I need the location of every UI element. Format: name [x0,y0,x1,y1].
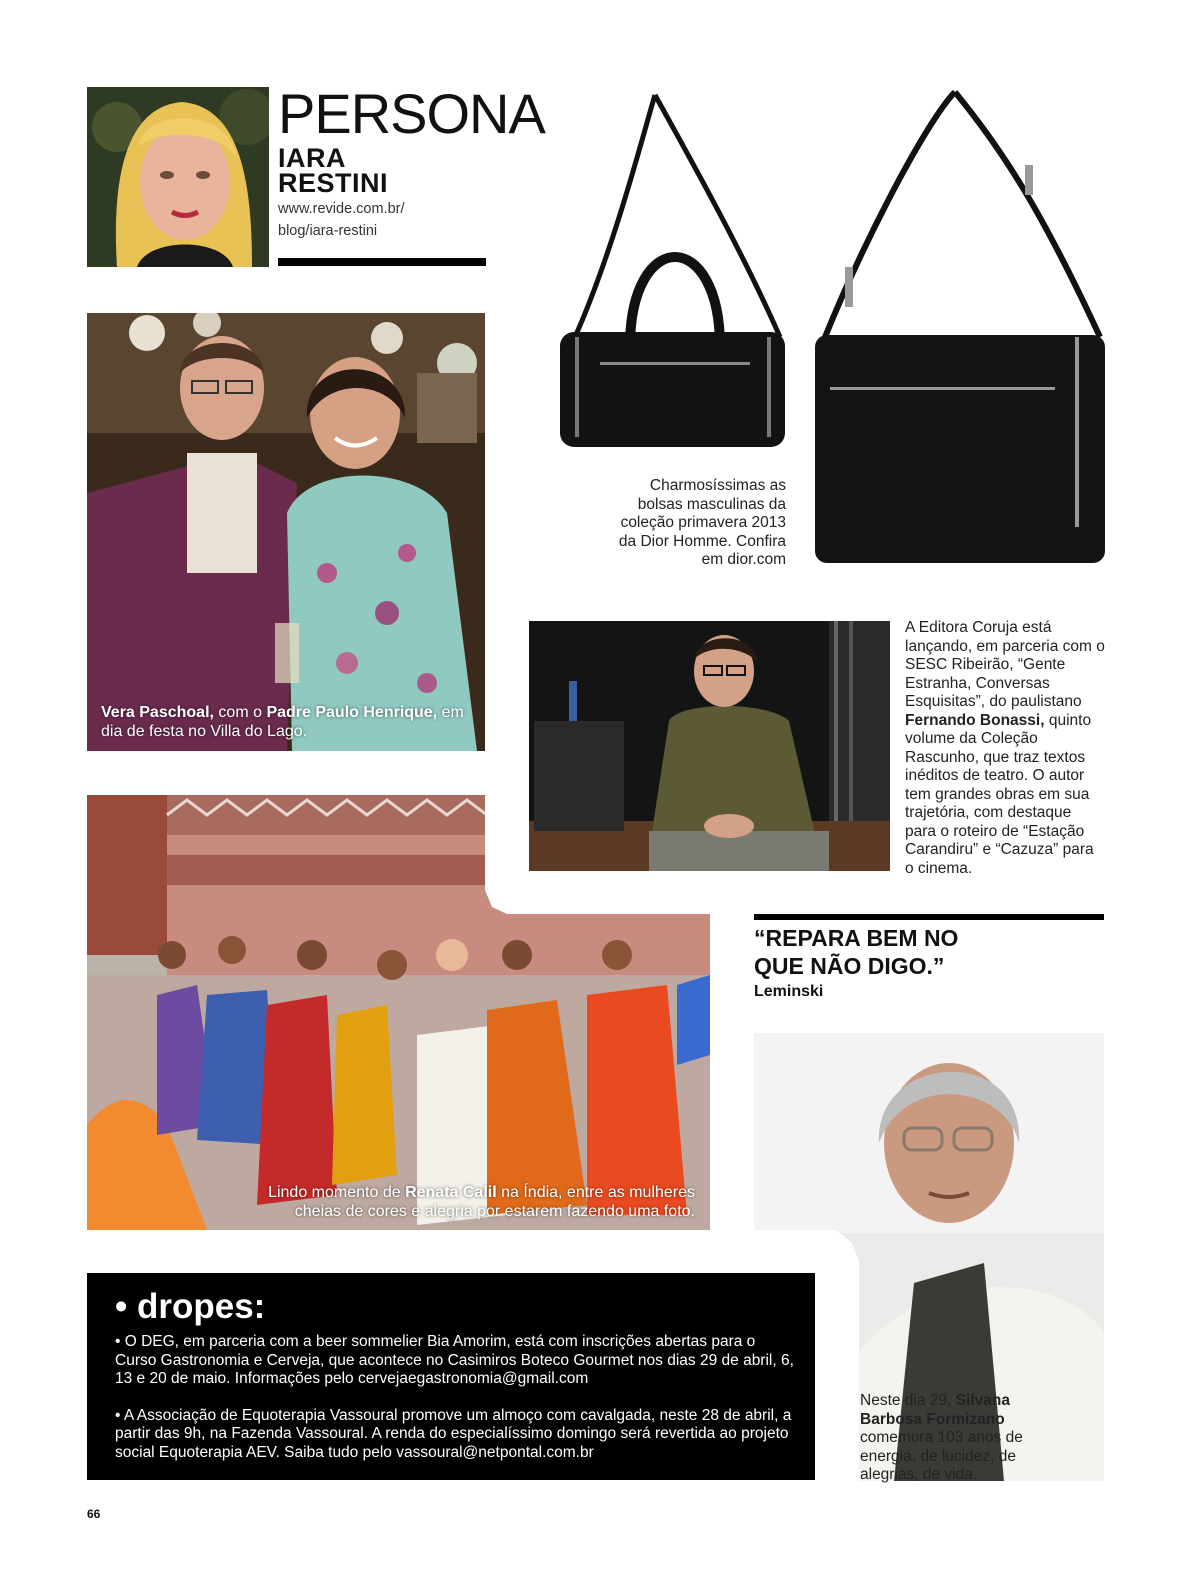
dropes-item-curso: • O DEG, em parceria com a beer sommelier Bia Amorim, está com inscrições abertas para o Curso Gastronomia e Cerveja, que acontece no Casimiros Boteco Gourmet nos dias 29 de abril, 6, 13 e 20 de maio. Informações pelo cervejaegastronomia@gmail.com [115,1333,794,1387]
page-number: 66 [87,1507,101,1521]
silvana-name: Silvana Barbosa Formizano [860,1392,1010,1428]
section-title: PERSONA [278,82,545,145]
caption-person-1: Vera Paschoal, [101,704,214,721]
quote-author: Leminski [754,983,824,1000]
header-divider [278,258,486,266]
dior-bag-messenger [810,87,1110,565]
blog-url-line2: blog/iara-restini [278,223,378,239]
caption-connector: com o [213,704,267,721]
party-photo-caption [101,703,471,741]
bags-caption: Charmosíssimas as bolsas masculinas da coleção primavera 2013 da Dior Homme. Confira em dior.com [618,477,786,568]
editora-text-part2: quinto volume da Coleção Rascunho, que traz textos inéditos de teatro. O autor tem grandes obras em sua trajetória, com destaque para o roteiro de “Estação Carandiru” e “Cazuza” para o cinema. [905,711,1094,877]
silvana-caption-part2: comemora 103 anos de energia, de lucidez, de alegrias, de vida. [860,1429,1023,1483]
columnist-name [278,143,389,198]
blog-url-line1: www.revide.com.br/ [278,201,405,217]
quote-text: “REPARA BEM NO QUE NÃO DIGO.” [754,925,959,979]
blog-url[interactable] [278,198,405,242]
editora-text [905,619,1105,878]
caption-event: em dia de festa no Villa do Lago. [101,704,464,740]
editora-text-part1: A Editora Coruja está lançando, em parceria com o SESC Ribeirão, “Gente Estranha, Conversas Esquisitas”, do paulistano [905,619,1105,710]
india-photo-caption [230,1183,695,1221]
caption-person-2: Padre Paulo Henrique, [266,704,438,721]
author-portrait [87,87,269,267]
silvana-caption [860,1392,1025,1485]
dior-bag-small [555,87,790,452]
silvana-caption-part1: Neste dia 29, [860,1392,956,1409]
india-caption-part1: Lindo momento de [268,1184,406,1201]
india-caption-part2: na Índia, entre as mulheres cheias de cores e alegria por estarem fazendo uma foto. [294,1184,695,1220]
dropes-item-equoterapia: • A Associação de Equoterapia Vassoural promove um almoço com cavalgada, neste 28 de abril, a partir das 9h, na Fazenda Vassoural. A renda do especialíssimo domingo será revertida ao projeto social Equoterapia AEV. Saiba tudo pelo vassoural@netpontal.com.br [115,1406,792,1461]
columnist-last-name: RESTINI [278,168,389,198]
party-photo [87,313,485,751]
author-bonassi-photo [529,621,890,871]
dropes-box [87,1273,815,1480]
columnist-first-name: IARA [278,143,346,173]
editora-author-name: Fernando Bonassi, [905,711,1045,729]
india-caption-name: Renata Calil [405,1184,497,1201]
quote-divider [754,914,1104,920]
dropes-title: • dropes: [115,1287,266,1326]
